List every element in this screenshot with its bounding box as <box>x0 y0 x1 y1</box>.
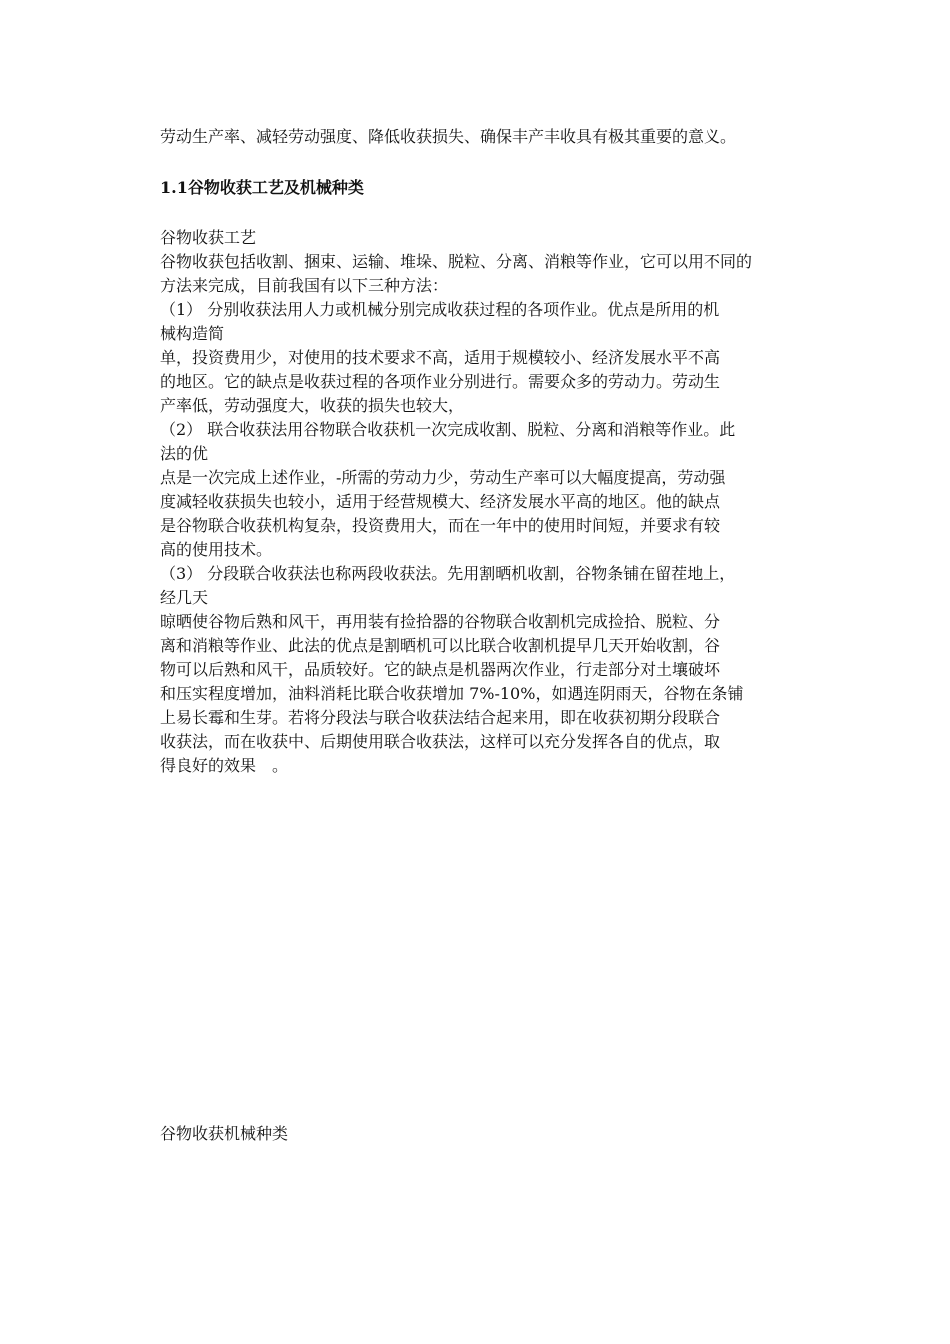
paragraph-line: 产率低，劳动强度大，收获的损失也较大， <box>160 396 465 415</box>
paragraph-line: （1） 分别收获法用人力或机械分别完成收获过程的各项作业。优点是所用的机 <box>160 300 720 319</box>
paragraph-line: 晾晒使谷物后熟和风干，再用装有捡拾器的谷物联合收割机完成捡拾、脱粒、分 <box>160 612 721 631</box>
intro-line: 劳动生产率、减轻劳动强度、降低收获损失、确保丰产丰收具有极其重要的意义。 <box>160 127 737 146</box>
paragraph-line: 离和消粮等作业、此法的优点是割晒机可以比联合收割机提早几天开始收割，谷 <box>160 636 721 655</box>
paragraph-line: 和压实程度增加，油料消耗比联合收获增加 7%-10%，如遇连阴雨天，谷物在条铺 <box>160 684 744 703</box>
paragraph-line: 单，投资费用少，对使用的技术要求不高，适用于规模较小、经济发展水平不高 <box>160 348 721 367</box>
paragraph-line: 经几天 <box>160 588 209 607</box>
paragraph-line: （3） 分段联合收获法也称两段收获法。先用割晒机收割，谷物条铺在留茬地上， <box>160 564 736 583</box>
paragraph-line: 度减轻收获损失也较小，适用于经营规模大、经济发展水平高的地区。他的缺点 <box>160 492 721 511</box>
paragraph-line: （2） 联合收获法用谷物联合收获机一次完成收割、脱粒、分离和消粮等作业。此 <box>160 420 736 439</box>
paragraph-line: 上易长霉和生芽。若将分段法与联合收获法结合起来用，即在收获初期分段联合 <box>160 708 721 727</box>
paragraph-line: 械构造简 <box>160 324 225 343</box>
paragraph-line: 的地区。它的缺点是收获过程的各项作业分别进行。需要众多的劳动力。劳动生 <box>160 372 721 391</box>
paragraph-line: 得良好的效果 。 <box>160 756 289 775</box>
paragraph-line: 收获法，而在收获中、后期使用联合收获法，这样可以充分发挥各自的优点，取 <box>160 732 721 751</box>
paragraph-line: 是谷物联合收获机构复杂，投资费用大，而在一年中的使用时间短，并要求有较 <box>160 516 721 535</box>
subheading-process: 谷物收获工艺 <box>160 228 257 247</box>
paragraph-line: 方法来完成，目前我国有以下三种方法： <box>160 276 449 295</box>
paragraph-line: 法的优 <box>160 444 209 463</box>
paragraph-line: 高的使用技术。 <box>160 540 273 559</box>
subheading-machinery: 谷物收获机械种类 <box>160 1124 289 1143</box>
paragraph-line: 点是一次完成上述作业，-所需的劳动力少，劳动生产率可以大幅度提高，劳动强 <box>160 468 726 487</box>
paragraph-line: 物可以后熟和风干，品质较好。它的缺点是机器两次作业，行走部分对土壤破坏 <box>160 660 721 679</box>
section-heading: 1.1谷物收获工艺及机械种类 <box>160 178 364 197</box>
paragraph-line: 谷物收获包括收割、捆束、运输、堆垛、脱粒、分离、消粮等作业，它可以用不同的 <box>160 252 753 271</box>
